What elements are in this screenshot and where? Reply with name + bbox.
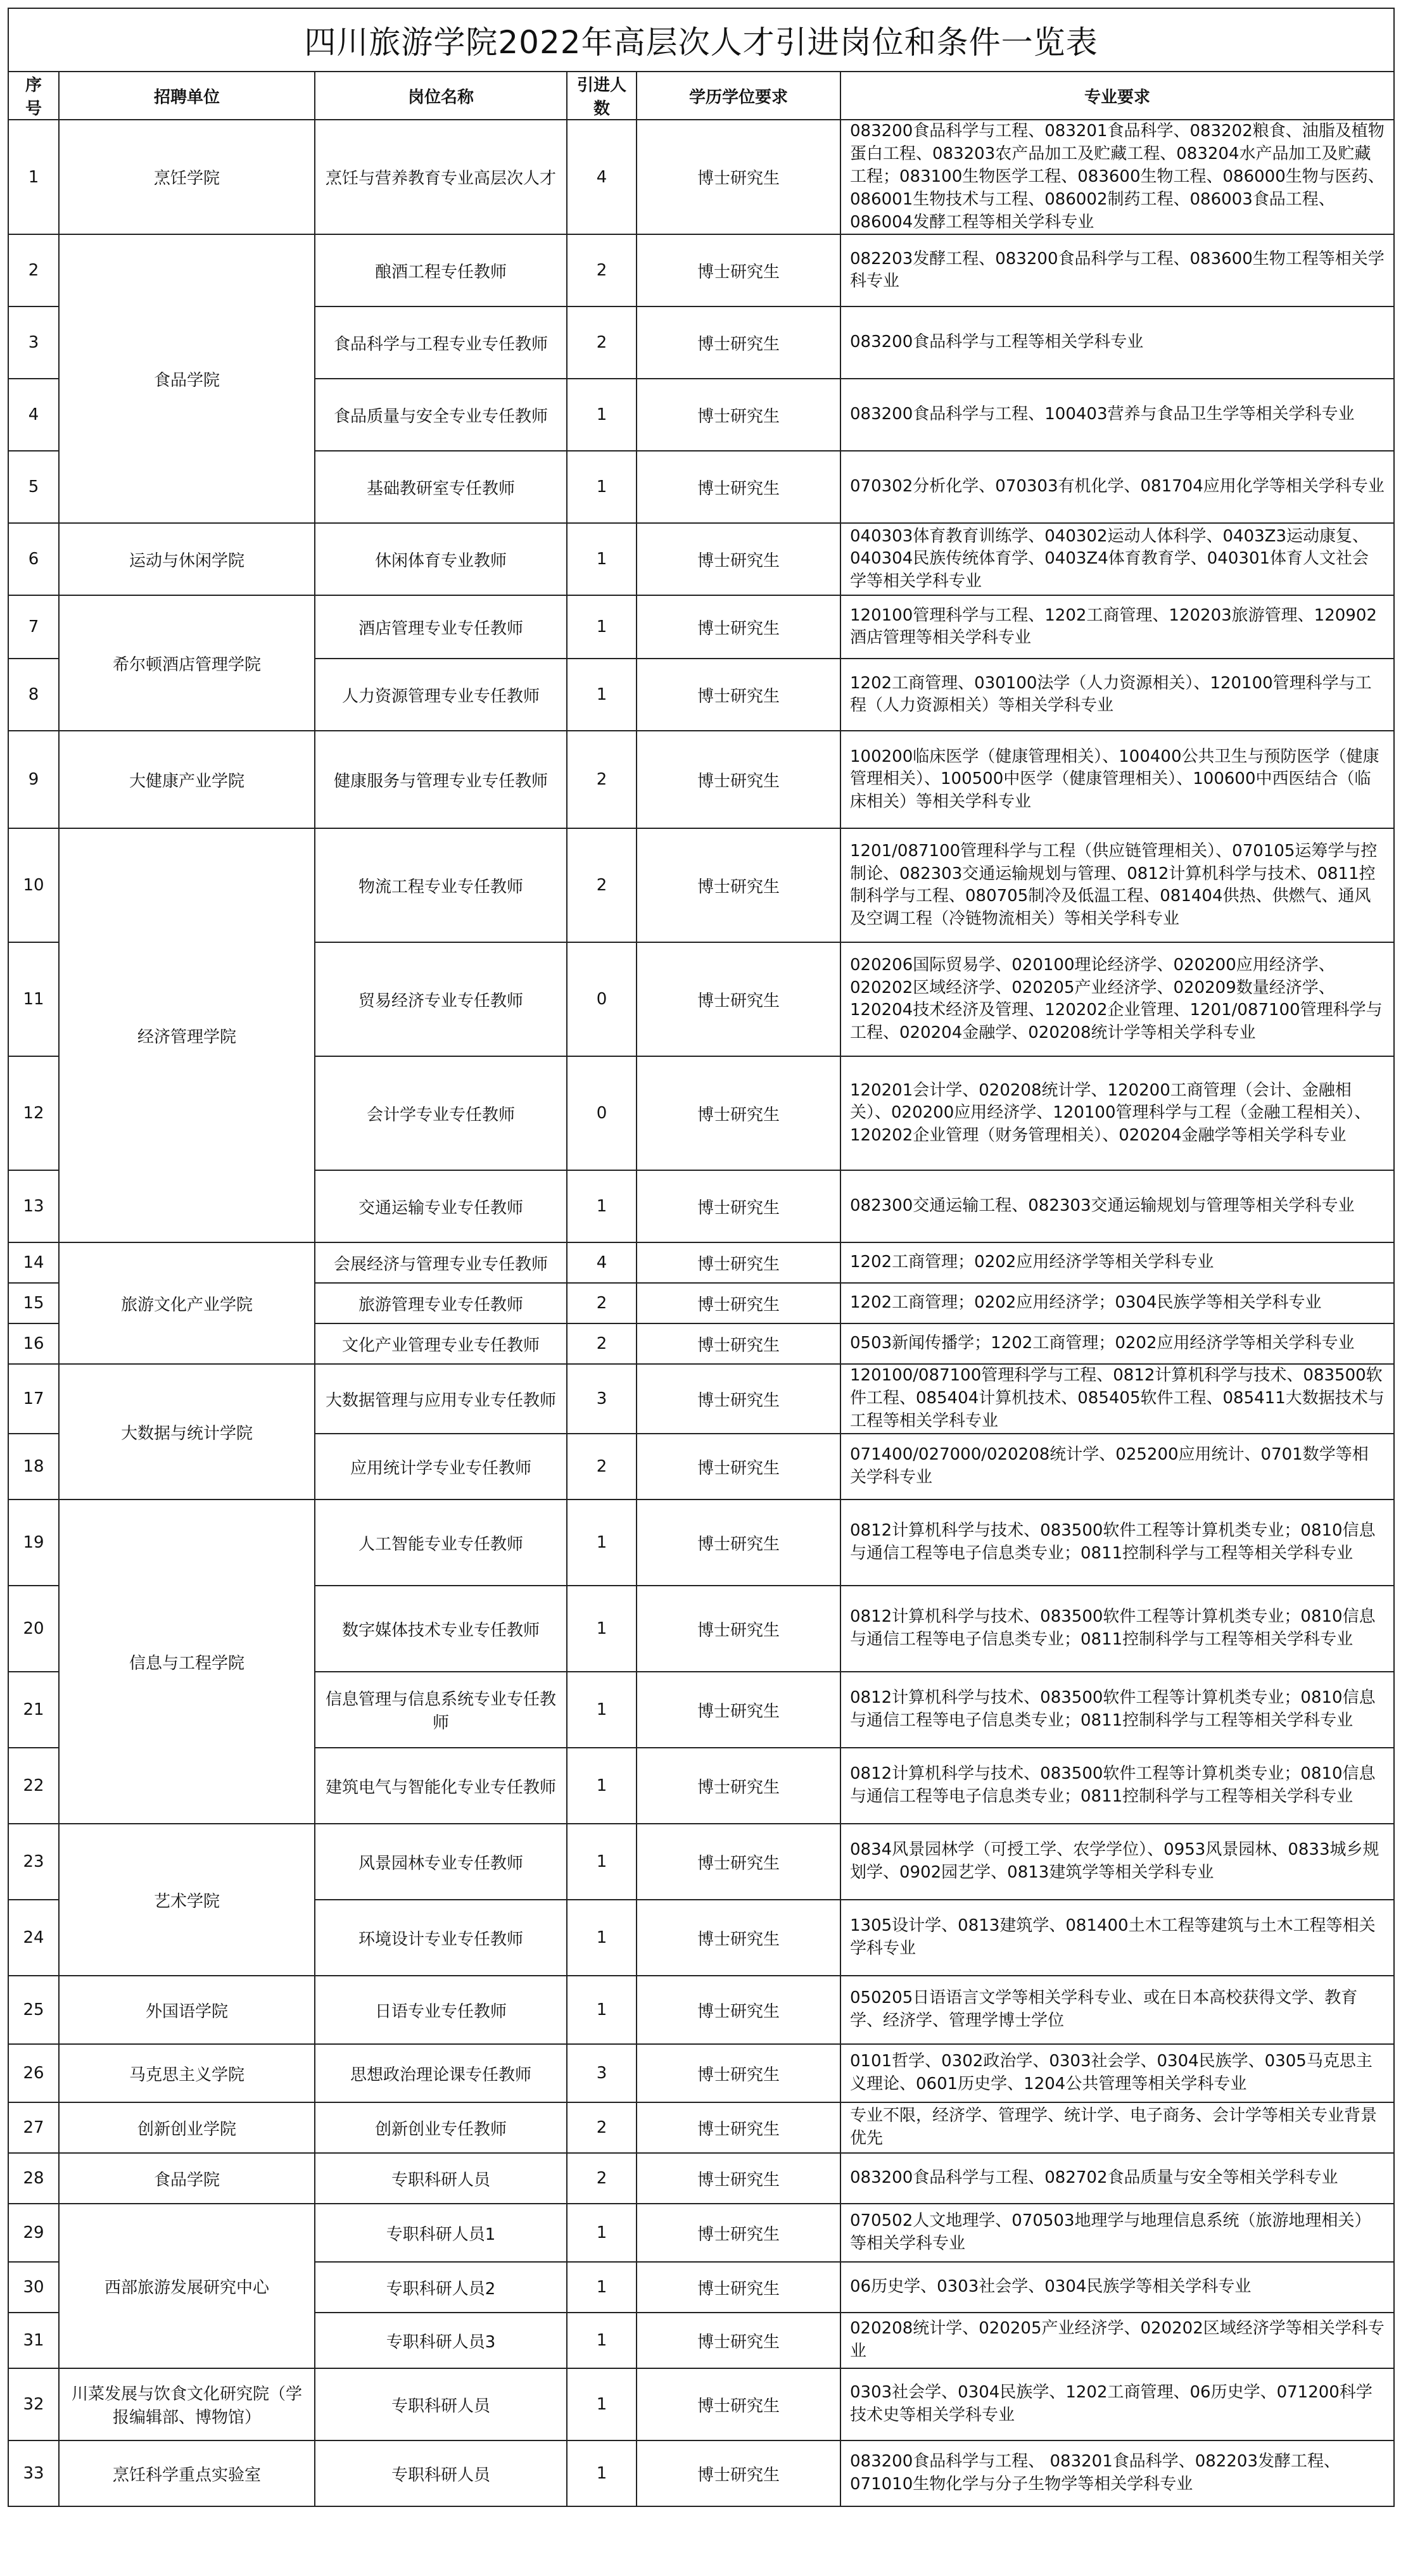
major-requirement: 06历史学、0303社会学、0304民族学等相关学科专业	[840, 2262, 1394, 2313]
table-row	[8, 2153, 1394, 2204]
major-requirement: 083200食品科学与工程、082702食品质量与安全等相关学科专业	[840, 2153, 1394, 2204]
post-name: 酿酒工程专任教师	[315, 234, 567, 306]
row-number: 16	[8, 1323, 59, 1364]
major-requirement: 100200临床医学（健康管理相关）、100400公共卫生与预防医学（健康管理相关）、100500中医学（健康管理相关）、100600中西医结合（临床相关）等相关学科专业	[840, 731, 1394, 828]
header-degree: 学历学位要求	[637, 72, 840, 120]
row-number: 12	[8, 1056, 59, 1170]
hire-count: 0	[567, 1056, 637, 1170]
hire-count: 2	[567, 731, 637, 828]
major-requirement: 0812计算机科学与技术、083500软件工程等计算机类专业；0810信息与通信工程等电子信息类专业；0811控制科学与工程等相关学科专业	[840, 1500, 1394, 1586]
row-number: 8	[8, 659, 59, 731]
recruiting-unit: 大数据与统计学院	[59, 1364, 315, 1500]
degree-requirement: 博士研究生	[637, 1323, 840, 1364]
major-requirement: 1201/087100管理科学与工程（供应链管理相关）、070105运筹学与控制论、082303交通运输规划与管理、0812计算机科学与技术、0811控制科学与工程、080705制冷及低温工程、081404供热、供燃气、通风及空调工程（冷链物流相关）等相关学科专业	[840, 828, 1394, 942]
table-row	[8, 234, 1394, 306]
post-name: 物流工程专业专任教师	[315, 828, 567, 942]
row-number: 28	[8, 2153, 59, 2204]
degree-requirement: 博士研究生	[637, 1900, 840, 1976]
table-row	[8, 120, 1394, 234]
major-requirement: 083200食品科学与工程等相关学科专业	[840, 306, 1394, 379]
row-number: 21	[8, 1672, 59, 1748]
major-requirement: 0303社会学、0304民族学、1202工商管理、06历史学、071200科学技术史等相关学科专业	[840, 2368, 1394, 2440]
major-requirement: 083200食品科学与工程、 083201食品科学、082203发酵工程、071010生物化学与分子生物学等相关学科专业	[840, 2440, 1394, 2506]
row-number: 27	[8, 2102, 59, 2153]
major-requirement: 070502人文地理学、070503地理学与地理信息系统（旅游地理相关）等相关学科专业	[840, 2204, 1394, 2262]
row-number: 22	[8, 1748, 59, 1824]
row-number: 24	[8, 1900, 59, 1976]
recruiting-unit: 信息与工程学院	[59, 1500, 315, 1824]
row-number: 14	[8, 1242, 59, 1283]
post-name: 思想政治理论课专任教师	[315, 2044, 567, 2102]
hire-count: 1	[567, 1900, 637, 1976]
degree-requirement: 博士研究生	[637, 659, 840, 731]
major-requirement: 083200食品科学与工程、083201食品科学、083202粮食、油脂及植物蛋白工程、083203农产品加工及贮藏工程、083204水产品加工及贮藏工程；083100生物医学工程、083600生物工程、086000生物与医药、086001生物技术与工程、086002制药工程、086003食品工程、086004发酵工程等相关学科专业	[840, 120, 1394, 234]
row-number: 10	[8, 828, 59, 942]
hire-count: 2	[567, 1283, 637, 1323]
hire-count: 1	[567, 1500, 637, 1586]
major-requirement: 专业不限，经济学、管理学、统计学、电子商务、会计学等相关专业背景优先	[840, 2102, 1394, 2153]
hire-count: 2	[567, 1323, 637, 1364]
degree-requirement: 博士研究生	[637, 1056, 840, 1170]
hire-count: 4	[567, 120, 637, 234]
hire-count: 3	[567, 1364, 637, 1434]
degree-requirement: 博士研究生	[637, 1500, 840, 1586]
hire-count: 1	[567, 1976, 637, 2044]
major-requirement: 120100管理科学与工程、1202工商管理、120203旅游管理、120902酒店管理等相关学科专业	[840, 595, 1394, 659]
table-row	[8, 2368, 1394, 2440]
post-name: 健康服务与管理专业专任教师	[315, 731, 567, 828]
post-name: 专职科研人员	[315, 2153, 567, 2204]
row-number: 33	[8, 2440, 59, 2506]
table-row	[8, 1500, 1394, 1586]
post-name: 日语专业专任教师	[315, 1976, 567, 2044]
header-no: 序号	[8, 72, 59, 120]
post-name: 大数据管理与应用专业专任教师	[315, 1364, 567, 1434]
post-name: 食品质量与安全专业专任教师	[315, 379, 567, 451]
hire-count: 1	[567, 451, 637, 523]
hire-count: 2	[567, 2102, 637, 2153]
degree-requirement: 博士研究生	[637, 2440, 840, 2506]
degree-requirement: 博士研究生	[637, 306, 840, 379]
hire-count: 1	[567, 2313, 637, 2368]
recruiting-unit: 烹饪科学重点实验室	[59, 2440, 315, 2506]
post-name: 应用统计学专业专任教师	[315, 1434, 567, 1500]
post-name: 旅游管理专业专任教师	[315, 1283, 567, 1323]
major-requirement: 1202工商管理；0202应用经济学等相关学科专业	[840, 1242, 1394, 1283]
hire-count: 2	[567, 1434, 637, 1500]
hire-count: 1	[567, 659, 637, 731]
major-requirement: 0834风景园林学（可授工学、农学学位）、0953风景园林、0833城乡规划学、0902园艺学、0813建筑学等相关学科专业	[840, 1824, 1394, 1900]
major-requirement: 020208统计学、020205产业经济学、020202区域经济学等相关学科专业	[840, 2313, 1394, 2368]
recruiting-unit: 马克思主义学院	[59, 2044, 315, 2102]
recruiting-unit: 希尔顿酒店管理学院	[59, 595, 315, 731]
post-name: 专职科研人员1	[315, 2204, 567, 2262]
row-number: 9	[8, 731, 59, 828]
row-number: 18	[8, 1434, 59, 1500]
hire-count: 1	[567, 1586, 637, 1672]
row-number: 31	[8, 2313, 59, 2368]
row-number: 17	[8, 1364, 59, 1434]
header-post: 岗位名称	[315, 72, 567, 120]
post-name: 休闲体育专业教师	[315, 523, 567, 595]
header-row	[8, 72, 1394, 120]
degree-requirement: 博士研究生	[637, 379, 840, 451]
post-name: 创新创业专任教师	[315, 2102, 567, 2153]
recruiting-unit: 运动与休闲学院	[59, 523, 315, 595]
table-row	[8, 731, 1394, 828]
major-requirement: 070302分析化学、070303有机化学、081704应用化学等相关学科专业	[840, 451, 1394, 523]
table-row	[8, 2044, 1394, 2102]
major-requirement: 1202工商管理、030100法学（人力资源相关）、120100管理科学与工程（人力资源相关）等相关学科专业	[840, 659, 1394, 731]
post-name: 建筑电气与智能化专业专任教师	[315, 1748, 567, 1824]
degree-requirement: 博士研究生	[637, 1976, 840, 2044]
table-row	[8, 1976, 1394, 2044]
degree-requirement: 博士研究生	[637, 595, 840, 659]
degree-requirement: 博士研究生	[637, 2204, 840, 2262]
recruitment-table	[8, 8, 1395, 2507]
table-row	[8, 2102, 1394, 2153]
page-title: 四川旅游学院2022年高层次人才引进岗位和条件一览表	[8, 8, 1394, 72]
major-requirement: 071400/027000/020208统计学、025200应用统计、0701数学等相关学科专业	[840, 1434, 1394, 1500]
header-major: 专业要求	[840, 72, 1394, 120]
hire-count: 1	[567, 523, 637, 595]
row-number: 4	[8, 379, 59, 451]
row-number: 30	[8, 2262, 59, 2313]
major-requirement: 082203发酵工程、083200食品科学与工程、083600生物工程等相关学科专业	[840, 234, 1394, 306]
degree-requirement: 博士研究生	[637, 1824, 840, 1900]
post-name: 交通运输专业专任教师	[315, 1170, 567, 1242]
major-requirement: 0101哲学、0302政治学、0303社会学、0304民族学、0305马克思主义理论、0601历史学、1204公共管理等相关学科专业	[840, 2044, 1394, 2102]
post-name: 专职科研人员	[315, 2440, 567, 2506]
hire-count: 4	[567, 1242, 637, 1283]
recruiting-unit: 川菜发展与饮食文化研究院（学报编辑部、博物馆）	[59, 2368, 315, 2440]
post-name: 文化产业管理专业专任教师	[315, 1323, 567, 1364]
degree-requirement: 博士研究生	[637, 2102, 840, 2153]
major-requirement: 083200食品科学与工程、100403营养与食品卫生学等相关学科专业	[840, 379, 1394, 451]
degree-requirement: 博士研究生	[637, 1586, 840, 1672]
header-count: 引进人数	[567, 72, 637, 120]
major-requirement: 1202工商管理；0202应用经济学；0304民族学等相关学科专业	[840, 1283, 1394, 1323]
post-name: 人工智能专业专任教师	[315, 1500, 567, 1586]
post-name: 会展经济与管理专业专任教师	[315, 1242, 567, 1283]
degree-requirement: 博士研究生	[637, 451, 840, 523]
degree-requirement: 博士研究生	[637, 2368, 840, 2440]
table-row	[8, 1824, 1394, 1900]
row-number: 23	[8, 1824, 59, 1900]
degree-requirement: 博士研究生	[637, 2153, 840, 2204]
row-number: 19	[8, 1500, 59, 1586]
row-number: 6	[8, 523, 59, 595]
row-number: 25	[8, 1976, 59, 2044]
table-row	[8, 1364, 1394, 1434]
recruiting-unit: 食品学院	[59, 234, 315, 523]
major-requirement: 0503新闻传播学；1202工商管理；0202应用经济学等相关学科专业	[840, 1323, 1394, 1364]
row-number: 7	[8, 595, 59, 659]
post-name: 食品科学与工程专业专任教师	[315, 306, 567, 379]
table-row	[8, 523, 1394, 595]
recruitment-table-sheet	[8, 8, 1393, 2568]
hire-count: 1	[567, 2204, 637, 2262]
hire-count: 2	[567, 2153, 637, 2204]
degree-requirement: 博士研究生	[637, 1283, 840, 1323]
major-requirement: 0812计算机科学与技术、083500软件工程等计算机类专业；0810信息与通信工程等电子信息类专业；0811控制科学与工程等相关学科专业	[840, 1672, 1394, 1748]
post-name: 信息管理与信息系统专业专任教师	[315, 1672, 567, 1748]
hire-count: 1	[567, 379, 637, 451]
major-requirement: 040303体育教育训练学、040302运动人体科学、0403Z3运动康复、040304民族传统体育学、0403Z4体育教育学、040301体育人文社会学等相关学科专业	[840, 523, 1394, 595]
degree-requirement: 博士研究生	[637, 942, 840, 1056]
post-name: 酒店管理专业专任教师	[315, 595, 567, 659]
recruiting-unit: 烹饪学院	[59, 120, 315, 234]
hire-count: 2	[567, 828, 637, 942]
recruiting-unit: 食品学院	[59, 2153, 315, 2204]
recruiting-unit: 外国语学院	[59, 1976, 315, 2044]
degree-requirement: 博士研究生	[637, 731, 840, 828]
degree-requirement: 博士研究生	[637, 1672, 840, 1748]
recruiting-unit: 经济管理学院	[59, 828, 315, 1242]
major-requirement: 120100/087100管理科学与工程、0812计算机科学与技术、083500软件工程、085404计算机技术、085405软件工程、085411大数据技术与工程等相关学科专业	[840, 1364, 1394, 1434]
hire-count: 1	[567, 2440, 637, 2506]
degree-requirement: 博士研究生	[637, 1170, 840, 1242]
degree-requirement: 博士研究生	[637, 234, 840, 306]
recruiting-unit: 旅游文化产业学院	[59, 1242, 315, 1364]
row-number: 32	[8, 2368, 59, 2440]
post-name: 风景园林专业专任教师	[315, 1824, 567, 1900]
post-name: 专职科研人员2	[315, 2262, 567, 2313]
post-name: 贸易经济专业专任教师	[315, 942, 567, 1056]
recruiting-unit: 西部旅游发展研究中心	[59, 2204, 315, 2368]
row-number: 3	[8, 306, 59, 379]
recruiting-unit: 艺术学院	[59, 1824, 315, 1976]
degree-requirement: 博士研究生	[637, 2262, 840, 2313]
hire-count: 1	[567, 595, 637, 659]
post-name: 环境设计专业专任教师	[315, 1900, 567, 1976]
table-row	[8, 2440, 1394, 2506]
row-number: 26	[8, 2044, 59, 2102]
post-name: 基础教研室专任教师	[315, 451, 567, 523]
major-requirement: 050205日语语言文学等相关学科专业、或在日本高校获得文学、教育学、经济学、管理学博士学位	[840, 1976, 1394, 2044]
hire-count: 2	[567, 234, 637, 306]
hire-count: 2	[567, 306, 637, 379]
hire-count: 3	[567, 2044, 637, 2102]
degree-requirement: 博士研究生	[637, 2313, 840, 2368]
degree-requirement: 博士研究生	[637, 1242, 840, 1283]
hire-count: 1	[567, 2262, 637, 2313]
post-name: 专职科研人员	[315, 2368, 567, 2440]
table-row	[8, 828, 1394, 942]
row-number: 1	[8, 120, 59, 234]
major-requirement: 120201会计学、020208统计学、120200工商管理（会计、金融相关）、020200应用经济学、120100管理科学与工程（金融工程相关）、120202企业管理（财务管理相关）、020204金融学等相关学科专业	[840, 1056, 1394, 1170]
row-number: 11	[8, 942, 59, 1056]
degree-requirement: 博士研究生	[637, 2044, 840, 2102]
recruiting-unit: 创新创业学院	[59, 2102, 315, 2153]
title-row	[8, 8, 1394, 72]
degree-requirement: 博士研究生	[637, 1364, 840, 1434]
major-requirement: 082300交通运输工程、082303交通运输规划与管理等相关学科专业	[840, 1170, 1394, 1242]
hire-count: 1	[567, 1748, 637, 1824]
table-row	[8, 595, 1394, 659]
major-requirement: 020206国际贸易学、020100理论经济学、020200应用经济学、020202区域经济学、020205产业经济学、020209数量经济学、120204技术经济及管理、120202企业管理、1201/087100管理科学与工程、020204金融学、020208统计学等相关学科专业	[840, 942, 1394, 1056]
hire-count: 1	[567, 1672, 637, 1748]
row-number: 20	[8, 1586, 59, 1672]
post-name: 数字媒体技术专业专任教师	[315, 1586, 567, 1672]
row-number: 5	[8, 451, 59, 523]
post-name: 烹饪与营养教育专业高层次人才	[315, 120, 567, 234]
row-number: 29	[8, 2204, 59, 2262]
major-requirement: 0812计算机科学与技术、083500软件工程等计算机类专业；0810信息与通信工程等电子信息类专业；0811控制科学与工程等相关学科专业	[840, 1586, 1394, 1672]
row-number: 15	[8, 1283, 59, 1323]
table-row	[8, 2204, 1394, 2262]
recruiting-unit: 大健康产业学院	[59, 731, 315, 828]
row-number: 13	[8, 1170, 59, 1242]
degree-requirement: 博士研究生	[637, 523, 840, 595]
major-requirement: 1305设计学、0813建筑学、081400土木工程等建筑与土木工程等相关学科专业	[840, 1900, 1394, 1976]
post-name: 会计学专业专任教师	[315, 1056, 567, 1170]
row-number: 2	[8, 234, 59, 306]
degree-requirement: 博士研究生	[637, 120, 840, 234]
post-name: 专职科研人员3	[315, 2313, 567, 2368]
post-name: 人力资源管理专业专任教师	[315, 659, 567, 731]
degree-requirement: 博士研究生	[637, 1748, 840, 1824]
major-requirement: 0812计算机科学与技术、083500软件工程等计算机类专业；0810信息与通信工程等电子信息类专业；0811控制科学与工程等相关学科专业	[840, 1748, 1394, 1824]
hire-count: 0	[567, 942, 637, 1056]
hire-count: 1	[567, 1824, 637, 1900]
hire-count: 1	[567, 1170, 637, 1242]
degree-requirement: 博士研究生	[637, 828, 840, 942]
table-row	[8, 1242, 1394, 1283]
degree-requirement: 博士研究生	[637, 1434, 840, 1500]
hire-count: 1	[567, 2368, 637, 2440]
header-unit: 招聘单位	[59, 72, 315, 120]
